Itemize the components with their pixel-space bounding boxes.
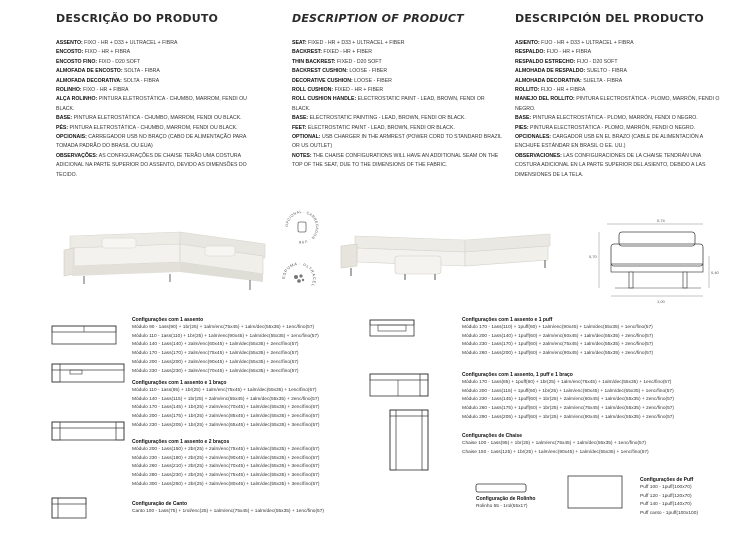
config-line: Módulo 290 - 1ass(205) + 1puff(60) + 1br(25) + 2alm/enc(90x45) + 1alm/dec(55x35) + 2enc/fino(57)	[462, 414, 675, 420]
spec-label: OPTIONAL:	[292, 134, 321, 141]
spec-item	[292, 49, 372, 55]
config-section-seat-puff	[462, 316, 653, 359]
spec-label: ASSENTO:	[56, 40, 83, 46]
desc-column-en	[292, 12, 502, 171]
spec-label: MANEJO DEL ROLLITO:	[515, 96, 575, 103]
spec-item	[292, 78, 392, 84]
section-title: Configurações com 1 assento e 1 puff	[462, 317, 553, 323]
config-line: Módulo 170 - 1ass(145) + 1br(25) + 2alm/enc(70x45) + 1alm/dec(55x35) + 2enc/fino(57)	[132, 405, 320, 411]
section-title: Configurações com 1 assento, 1 puff e 1 braço	[462, 372, 573, 378]
spec-item	[56, 134, 246, 149]
spec-value: FIXED - HR + FIBER	[333, 87, 384, 94]
spec-value: FIXO - D20 SOFT	[97, 58, 141, 65]
spec-value: ELECTROSTATIC PAINTING - LEAD, BROWN, FENDI OR BLACK.	[308, 115, 466, 122]
config-line: Módulo 230 - 1ass(145) + 1puff(60) + 1br(25) + 2alm/enc(60x45) + 1alm/dec(55x35) + 2enc/fino(57)	[462, 397, 675, 403]
section-title: Configuração de Canto	[132, 501, 188, 507]
config-line: Módulo 280 - 1ass(230) + 2br(25) + 3alm/enc(75x45) + 1alm/dec(55x35) + 3enc/fino(57)	[132, 473, 320, 479]
spec-label: NOTES:	[292, 152, 312, 159]
usb-charger-badge	[282, 207, 322, 247]
spec-label: ENCOSTO FINO:	[56, 58, 98, 65]
spec-item	[56, 115, 242, 121]
config-line: Módulo 260 - 1ass(200) + 1puff(60) + 2alm/enc(90x45) + 1alm/dec(55x35) + 2enc/fino(57)	[462, 351, 654, 357]
spec-value: FIXO - HR + FIBRA	[81, 87, 129, 94]
config-line: Módulo 170 - 1ass(85) + 1puff(60) + 1br(25) + 1alm/enc(75x45) + 1alm/dec(55x35) + 1enc/fino(57)	[462, 380, 672, 385]
spec-value: SOLTA - FIBRA	[121, 77, 160, 84]
spec-item	[292, 115, 466, 121]
config-section-seat-puff-arm	[462, 371, 674, 423]
spec-label: ROLINHO:	[56, 87, 82, 94]
diagram-corner	[50, 496, 90, 520]
dim-side-b: 0,40	[711, 270, 719, 275]
config-section-1-seat	[132, 316, 319, 376]
spec-item	[56, 153, 247, 178]
spec-label: OPCIONALES:	[515, 134, 552, 141]
spec-label: ROLL CUSHION:	[292, 87, 334, 94]
technical-drawing	[585, 212, 720, 307]
desc-column-pt	[56, 12, 266, 180]
config-line: Rolinho 55 - 1rol(55x17)	[476, 504, 528, 509]
svg-text:OPCIONAL · CARREGADOR · USB	[285, 210, 319, 244]
spec-value: PINTURA ELECTROSTÁTICA - PLOMO, MARRÓN, FENDI O NEGRO.	[528, 124, 696, 131]
spec-value: SOLTA - FIBRA	[122, 68, 160, 75]
spec-item	[292, 59, 382, 65]
sofa-photo-left	[60, 218, 275, 300]
config-line: Módulo 260 - 1ass(210) + 2br(25) + 3alm/enc(70x45) + 1alm/dec(55x35) + 3enc/fino(57)	[132, 464, 320, 470]
diagram-roll	[474, 482, 530, 496]
spec-item	[515, 40, 634, 46]
spec-value: CARREGADOR USB NO BRAÇO (CABO DE ALIMENTAÇÃO PARA TOMADA PADRÃO DO BRASIL OU EUA)	[56, 134, 247, 150]
spec-value: PINTURA ELETROSTÁTICA - CHUMBO, MARROM, FENDI OU BLACK.	[72, 115, 242, 122]
spec-label: ALMOHADA DECORATIVA:	[515, 77, 582, 84]
spec-label: RESPALDO:	[515, 49, 546, 56]
spec-label: OPCIONAIS:	[56, 134, 87, 141]
config-line: Módulo 200 - 1ass(150) + 2br(25) + 2alm/enc(75x45) + 1alm/dec(55x35) + 2enc/fino(57)	[132, 447, 320, 452]
config-line: Puff 140 - 1puff(140x70)	[640, 502, 692, 508]
config-line: Módulo 200 - 1ass(200) + 2alm/enc(90x45) + 1alm/dec(55x35) + 2enc/fino(57)	[132, 359, 299, 365]
spec-value: LAS CONFIGURACIONES DE LA CHAISE TENDRÁN UNA COSTURA ADICIONAL EN LA PARTE SUPERIOR DEL ASIENTO, DEBIDO A LAS DIMENSIONES DE LA TELA.	[515, 152, 706, 178]
spec-value: ELECTROSTATIC PAINT - LEAD, BROWN, FENDI OR BLACK.	[306, 124, 455, 131]
config-line: Módulo 110 - 1ass(110) + 1br(25) + 1alm/enc(90x45) + 1alm/dec(55x35) + 1enc/fino(57)	[132, 333, 319, 339]
spec-label: RESPALDO ESTRECHO:	[515, 58, 576, 65]
pt-title: DESCRIÇÃO DO PRODUTO	[56, 12, 219, 25]
spec-item	[515, 78, 622, 84]
spec-label: THIN BACKREST:	[292, 58, 336, 65]
spec-item	[56, 78, 159, 84]
config-section-puff	[640, 476, 698, 519]
section-title: Configurações com 1 assento	[132, 317, 204, 323]
spec-label: BASE:	[515, 115, 532, 122]
es-spec-list	[515, 39, 725, 180]
spec-label: ALMOFADA DE ENCOSTO:	[56, 68, 123, 75]
diagram-1-seat-1-arm	[50, 362, 130, 386]
spec-value: CARGADOR USB EN EL BRAZO (CABLE DE ALIMENTACIÓN A ENCHUFE ESTÁNDAR EN BRASIL O EE. UU.)	[515, 134, 703, 150]
spec-value: AS CONFIGURAÇÕES DE CHAISE TERÃO UMA COSTURA ADICIONAL NA PARTE SUPERIOR DO ASSENTO, DEVIDO AS DIMENSÕES DO TECIDO.	[56, 152, 247, 178]
spec-item	[56, 87, 129, 93]
pt-spec-list	[56, 39, 266, 180]
spec-item	[292, 134, 502, 149]
spec-value: SUELTO - FIBRA	[585, 68, 627, 75]
spec-value: FIXED - D20 SOFT	[335, 58, 382, 65]
spec-label: ENCOSTO:	[56, 49, 84, 56]
spec-item	[515, 49, 591, 55]
config-line: Módulo 260 - 1ass(175) + 1puff(60) + 1br(25) + 2alm/enc(75x45) + 1alm/dec(55x35) + 2enc/fino(57)	[462, 406, 675, 412]
spec-item	[56, 125, 238, 131]
spec-item	[515, 115, 698, 121]
spec-label: OBSERVACIONES:	[515, 152, 562, 159]
spec-value: LOOSE - FIBER	[347, 68, 388, 75]
config-line: Módulo 230 - 1ass(170) + 1puff(60) + 2alm/enc(75x45) + 1alm/dec(55x35) + 2enc/fino(57)	[462, 342, 654, 348]
spec-item	[292, 87, 383, 93]
config-line: Chaise 100 - 1ass(95) + 1br(25) + 1alm/enc(75x45) + 1alm/dec(55x35) + 1enc/fino(57)	[462, 441, 646, 446]
config-line: Módulo 110 - 1ass(85) + 1br(25) + 1alm/enc(75x45) + 1alm/dec(55x35) + 1enc/fino(57)	[132, 388, 317, 393]
spec-label: ROLLITO:	[515, 87, 540, 94]
spec-value: LOOSE - FIBER	[352, 77, 392, 84]
config-line: Módulo 300 - 1ass(250) + 2br(25) + 3alm/enc(80x45) + 1alm/dec(55x35) + 3enc/fino(57)	[132, 481, 320, 487]
config-line: Canto 100 - 1ass(75) + 1rol/enc(25) + 1alm/enc(75x45) + 1alm/dec(55x35) + 1enc/fino(57)	[132, 509, 324, 514]
config-line: Módulo 230 - 1ass(230) + 3alm/enc(70x45) + 1alm/dec(55x35) + 3enc/fino(57)	[132, 368, 299, 374]
spec-value: SUELTA - FIBRA	[581, 77, 623, 84]
config-line: Módulo 170 - 1ass(170) + 2alm/enc(75x45) + 1alm/dec(55x35) + 2enc/fino(57)	[132, 351, 299, 357]
diagram-seat-puff-arm	[368, 372, 432, 400]
config-line: Módulo 230 - 1ass(205) + 1br(25) + 3alm/enc(65x45) + 1alm/dec(55x35) + 3enc/fino(57)	[132, 422, 320, 428]
svg-text:ESPUMA · ULTRACEL	[281, 261, 317, 288]
spec-label: ALÇA ROLINHO:	[56, 96, 98, 103]
diagram-1-seat	[50, 324, 120, 346]
config-line: Módulo 140 - 1ass(115) + 1br(25) + 2alm/enc(55x45) + 1alm/dec(55x35) + 2enc/fino(57)	[132, 396, 320, 402]
config-line: Módulo 90 - 1ass(90) + 1br(25) + 1alm/enc(75x45) + 1alm/dec(55x35) + 1enc/fino(57)	[132, 325, 315, 330]
sofa-photo-right	[335, 222, 560, 294]
config-line: Puff canto - 1puff(100x100)	[640, 511, 698, 517]
spec-label: ALMOFADA DECORATIVA:	[56, 77, 122, 84]
config-section-corner	[132, 500, 324, 517]
usb-badge-text: OPCIONAL · CARREGADOR · USB	[284, 209, 320, 245]
spec-label: OBSERVAÇÕES:	[56, 152, 98, 159]
spec-item	[292, 125, 455, 131]
spec-item	[56, 59, 140, 65]
diagram-1-seat-2-arms	[50, 420, 130, 442]
spec-item	[515, 87, 585, 93]
config-section-1-seat-2-arms	[132, 438, 319, 490]
spec-label: FEET:	[292, 124, 307, 131]
spec-value: PINTURA ELETROSTÁTICA - CHUMBO, MARROM, FENDI OU BLACK.	[56, 96, 247, 112]
es-title: DESCRIPCIÓN DEL PRODUCTO	[515, 12, 704, 25]
dim-top: 0,74	[657, 218, 665, 223]
config-line: Puff 100 - 1puff(100x70)	[640, 485, 692, 490]
spec-label: PIES:	[515, 124, 529, 131]
spec-item	[292, 40, 404, 46]
dim-bottom: 1,00	[657, 299, 665, 304]
spec-item	[515, 96, 719, 111]
config-line: Puff 120 - 1puff(120x70)	[640, 493, 692, 499]
config-line: Módulo 140 - 1ass(140) + 2alm/enc(60x45) + 1alm/dec(55x35) + 2enc/fino(57)	[132, 342, 299, 348]
usb-icon	[298, 222, 306, 232]
section-title: Configurações de Chaise	[462, 433, 523, 439]
spec-value: FIJO - HR + FIBRA	[545, 49, 592, 56]
spec-label: ROLL CUSHION HANDLE:	[292, 96, 357, 103]
spec-value: FIXED - HR + D33 + ULTRACEL + FIBER	[306, 40, 405, 46]
spec-label: BASE:	[292, 115, 309, 122]
spec-item	[56, 96, 247, 111]
config-line: Módulo 170 - 1ass(110) + 1puff(60) + 1alm/enc(90x45) + 1alm/dec(55x35) + 1enc/fino(57)	[462, 325, 653, 330]
spec-item	[56, 49, 130, 55]
spec-value: THE CHAISE CONFIGURATIONS WILL HAVE AN ADDITIONAL SEAM ON THE TOP OF THE SEAT, DUE TO THE DIMENSIONS OF THE FABRIC.	[292, 152, 499, 169]
spec-value: FIXO - HR + D33 + ULTRACEL + FIBRA	[82, 40, 178, 46]
config-section-1-seat-1-arm	[132, 379, 319, 431]
section-title: Configurações de Puff	[640, 477, 694, 483]
spec-label: PÉS:	[56, 124, 69, 131]
section-title: Configuração de Rolinho	[476, 496, 536, 502]
config-line: Módulo 200 - 1ass(175) + 1br(25) + 2alm/enc(85x45) + 1alm/dec(55x35) + 2enc/fino(57)	[132, 414, 320, 420]
spec-value: FIXO - HR + FIBRA	[83, 49, 131, 56]
spec-label: ALMOHADA DE RESPALDO:	[515, 68, 586, 75]
foam-dots-icon	[294, 275, 298, 279]
config-section-chaise	[462, 432, 649, 457]
section-title: Configurações com 1 assento e 2 braços	[132, 439, 230, 445]
ultracel-foam-badge	[279, 259, 319, 299]
spec-label: BACKREST:	[292, 49, 322, 56]
diagram-chaise	[388, 408, 432, 474]
spec-item	[292, 153, 498, 168]
spec-item	[515, 68, 627, 74]
config-section-roll	[476, 495, 535, 512]
spec-label: SEAT:	[292, 40, 307, 46]
diagram-seat-puff	[368, 318, 418, 340]
desc-column-es	[515, 12, 725, 180]
spec-value: PINTURA ELETROSTÁTICA - CHUMBO, MARROM, FENDI OU BLACK.	[68, 124, 238, 131]
spec-label: ASIENTO:	[515, 40, 540, 46]
spec-item	[292, 68, 387, 74]
foam-badge-text: ESPUMA · ULTRACEL	[280, 260, 318, 288]
config-line: Módulo 200 - 1ass(115) + 1puff(60) + 1br(25) + 1alm/enc(90x45) + 1alm/dec(55x35) + 1enc/fino(57)	[462, 388, 674, 394]
spec-value: FIJO - HR + D33 + ULTRACEL + FIBRA	[539, 40, 634, 46]
spec-label: DECORATIVE CUSHION:	[292, 77, 353, 84]
spec-value: ELECTROSTATIC PAINT - LEAD, BROWN, FENDI OR BLACK.	[292, 96, 485, 112]
spec-item	[515, 134, 703, 149]
config-line: Módulo 230 - 1ass(180) + 2br(25) + 2alm/enc(90x45) + 1alm/dec(55x35) + 2enc/fino(57)	[132, 455, 320, 461]
spec-value: USB CHARGER IN THE ARMREST (POWER CORD TO STANDARD BRAZIL OR US OUTLET)	[292, 134, 502, 150]
spec-value: FIJO - D20 SOFT	[575, 58, 618, 65]
config-line: Chaise 150 - 1ass(125) + 1br(25) + 1alm/enc(90x45) + 1alm/dec(55x35) + 1enc/fino(57)	[462, 449, 649, 455]
spec-label: BACKREST CUSHION:	[292, 68, 348, 75]
en-spec-list	[292, 39, 502, 171]
spec-value: PINTURA ELECTROSTÁTICA - PLOMO, MARRÓN, FENDI O NEGRO.	[515, 96, 720, 112]
config-line: Módulo 200 - 1ass(140) + 1puff(60) + 2alm/enc(60x45) + 1alm/dec(55x35) + 2enc/fino(57)	[462, 333, 654, 339]
spec-item	[515, 153, 705, 178]
spec-item	[292, 96, 485, 111]
spec-value: FIXED - HR + FIBER	[321, 49, 372, 56]
en-title: DESCRIPTION OF PRODUCT	[292, 12, 464, 25]
spec-item	[515, 125, 695, 131]
spec-value: FIJO - HR + FIBRA	[539, 87, 586, 94]
spec-value: PINTURA ELECTROSTÁTICA - PLOMO, MARRÓN, FENDI O NEGRO.	[531, 115, 698, 122]
spec-item	[56, 40, 177, 46]
spec-item	[56, 68, 160, 74]
section-title: Configurações com 1 assento e 1 braço	[132, 380, 227, 386]
dim-side-a: 0,70	[589, 254, 597, 259]
spec-label: BASE:	[56, 115, 73, 122]
diagram-puff	[566, 474, 626, 512]
spec-item	[515, 59, 618, 65]
